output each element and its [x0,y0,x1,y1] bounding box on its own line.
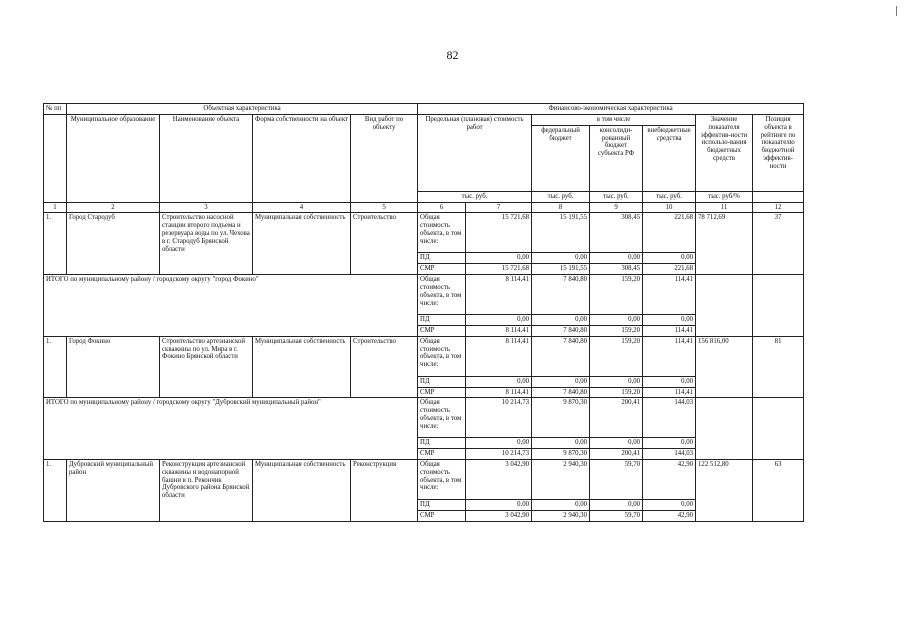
federal-cell: 7 840,80 [532,325,590,336]
consolidated-cell: 59,70 [590,459,643,499]
row-label-smr: СМР [418,449,466,460]
federal-cell: 0,00 [532,376,590,387]
table-row-total [44,398,804,438]
indicator-cell: 78 712,69 [696,213,753,275]
work-type-cell: Строительство [351,213,418,275]
col-num: 1 [44,202,67,213]
consolidated-cell: 59,70 [590,510,643,521]
consolidated-cell: 0,00 [590,253,643,264]
col-num: 2 [67,202,160,213]
consolidated-cell: 0,00 [590,499,643,510]
header-object-name: Наименование объекта [160,115,253,203]
consolidated-cell: 200,41 [590,449,643,460]
cost-cell: 10 214,73 [466,398,532,438]
total-label: ИТОГО по муниципальному району / городскому округу "Дубровский муниципальный район" [44,398,418,460]
header-cost: Предельная (плановая) стоимость работ [418,115,532,192]
unit-extrabudget: тыс. руб. [643,191,696,202]
row-label-pd: ПД [418,315,466,326]
investment-table [43,103,804,522]
extrabudget-cell: 0,00 [643,315,696,326]
table-row [44,213,804,253]
position-cell: 63 [753,459,804,521]
cost-cell: 8 114,41 [466,336,532,376]
cost-cell: 15 721,68 [466,264,532,275]
federal-cell: 0,00 [532,438,590,449]
row-label-smr: СМР [418,325,466,336]
col-num: 3 [160,202,253,213]
row-label-pd: ПД [418,438,466,449]
extrabudget-cell: 144,03 [643,398,696,438]
header-num-empty [44,115,67,203]
extrabudget-cell: 0,00 [643,438,696,449]
extrabudget-cell: 0,00 [643,499,696,510]
federal-cell: 15 191,55 [532,264,590,275]
row-label-total: Общая стоимость объекта, в том числе: [418,275,466,315]
header-work-type: Вид работ по объекту [351,115,418,203]
header-municipal: Муниципальное образование [67,115,160,203]
col-num: 8 [532,202,590,213]
unit-indicator: тыс. руб/% [696,191,753,202]
cost-cell: 8 114,41 [466,275,532,315]
consolidated-cell: 0,00 [590,376,643,387]
edge-mark [896,6,897,16]
row-num: 1. [44,459,67,521]
header-consolidated: консолиди-рованный бюджет субъекта РФ [590,125,643,191]
ownership-cell: Муниципальная собственность [253,213,351,275]
extrabudget-cell: 42,90 [643,459,696,499]
row-num: 1. [44,213,67,275]
position-cell: 81 [753,336,804,398]
cost-cell: 3 042,90 [466,510,532,521]
cost-cell: 3 042,90 [466,459,532,499]
federal-cell: 9 870,30 [532,449,590,460]
extrabudget-cell: 42,90 [643,510,696,521]
col-num: 9 [590,202,643,213]
cost-cell: 10 214,73 [466,449,532,460]
federal-cell: 7 840,80 [532,275,590,315]
cost-cell: 15 721,68 [466,213,532,253]
header-federal: федеральный бюджет [532,125,590,191]
cost-cell: 8 114,41 [466,387,532,398]
consolidated-cell: 159,20 [590,336,643,376]
header-position: Позиция объекта в рейтинге по показателю бюджетной эффектив-ности [753,115,804,192]
cost-cell: 0,00 [466,438,532,449]
row-label-total: Общая стоимость объекта, в том числе: [418,398,466,438]
extrabudget-cell: 221,68 [643,213,696,253]
col-num: 4 [253,202,351,213]
object-name-cell: Строительство насосной станции второго подъема и резервуара воды по ул. Чехова в г. Стародуб Брянской области [160,213,253,275]
federal-cell: 7 840,80 [532,336,590,376]
extrabudget-cell: 221,68 [643,264,696,275]
federal-cell: 9 870,30 [532,398,590,438]
header-num: № пп [44,104,67,115]
municipality-cell: Дубровский муниципальный район [67,459,160,521]
header-fin-char: Финансово-экономическая характеристика [418,104,804,115]
cost-cell: 0,00 [466,376,532,387]
federal-cell: 7 840,80 [532,387,590,398]
consolidated-cell: 0,00 [590,315,643,326]
consolidated-cell: 159,20 [590,325,643,336]
row-num: 1. [44,336,67,398]
unit-cost: тыс. руб. [418,191,532,202]
extrabudget-cell: 0,00 [643,376,696,387]
extrabudget-cell: 114,41 [643,336,696,376]
row-label-pd: ПД [418,253,466,264]
row-label-pd: ПД [418,499,466,510]
row-label-total: Общая стоимость объекта, в том числе: [418,459,466,499]
header-incl: в том числе [532,115,696,126]
work-type-cell: Реконструкция [351,459,418,521]
table-row [44,459,804,499]
page-number: 82 [446,48,459,62]
cost-cell: 0,00 [466,253,532,264]
col-num: 11 [696,202,753,213]
table-row-total [44,275,804,315]
col-num: 12 [753,202,804,213]
header-ownership: Форма собственности на объект [253,115,351,203]
col-num: 5 [351,202,418,213]
extrabudget-cell: 114,41 [643,325,696,336]
extrabudget-cell: 114,41 [643,275,696,315]
unit-position [753,191,804,202]
position-cell: 37 [753,213,804,275]
position-cell [753,275,804,337]
ownership-cell: Муниципальная собственность [253,459,351,521]
consolidated-cell: 308,45 [590,213,643,253]
consolidated-cell: 0,00 [590,438,643,449]
row-label-total: Общая стоимость объекта, в том числе: [418,336,466,376]
ownership-cell: Муниципальная собственность [253,336,351,398]
row-label-total: Общая стоимость объекта, в том числе: [418,213,466,253]
consolidated-cell: 308,45 [590,264,643,275]
total-label: ИТОГО по муниципальному району / городскому округу "город Фокино" [44,275,418,337]
unit-federal: тыс. руб. [532,191,590,202]
federal-cell: 0,00 [532,499,590,510]
cost-cell: 0,00 [466,315,532,326]
municipality-cell: Город Фокино [67,336,160,398]
header-object-char: Объектная характеристика [67,104,418,115]
extrabudget-cell: 0,00 [643,253,696,264]
indicator-cell: 122 512,80 [696,459,753,521]
federal-cell: 0,00 [532,253,590,264]
federal-cell: 0,00 [532,315,590,326]
consolidated-cell: 200,41 [590,398,643,438]
header-extrabudget: внебюджетные средства [643,125,696,191]
object-name-cell: Реконструкция артезианской скважины и водонапорной башни в п. Рекончик Дубровского района Брянской области [160,459,253,521]
position-cell [753,398,804,460]
row-label-smr: СМР [418,510,466,521]
federal-cell: 2 940,30 [532,459,590,499]
cost-cell: 8 114,41 [466,325,532,336]
work-type-cell: Строительство [351,336,418,398]
consolidated-cell: 159,20 [590,387,643,398]
indicator-cell [696,275,753,337]
column-numbers-row [44,202,804,213]
unit-consolidated: тыс. руб. [590,191,643,202]
col-num: 7 [466,202,532,213]
table-row [44,336,804,376]
indicator-cell [696,398,753,460]
col-num: 10 [643,202,696,213]
extrabudget-cell: 114,41 [643,387,696,398]
row-label-pd: ПД [418,376,466,387]
federal-cell: 15 191,55 [532,213,590,253]
row-label-smr: СМР [418,264,466,275]
extrabudget-cell: 144,03 [643,449,696,460]
object-name-cell: Строительство артезианской скважины по ул. Мира в г. Фокино Брянской области [160,336,253,398]
consolidated-cell: 159,20 [590,275,643,315]
indicator-cell: 156 816,00 [696,336,753,398]
header-indicator: Значение показателя эффектив-ности использо-вания бюджетных средств [696,115,753,192]
row-label-smr: СМР [418,387,466,398]
col-num: 6 [418,202,466,213]
federal-cell: 2 940,30 [532,510,590,521]
cost-cell: 0,00 [466,499,532,510]
municipality-cell: Город Стародуб [67,213,160,275]
